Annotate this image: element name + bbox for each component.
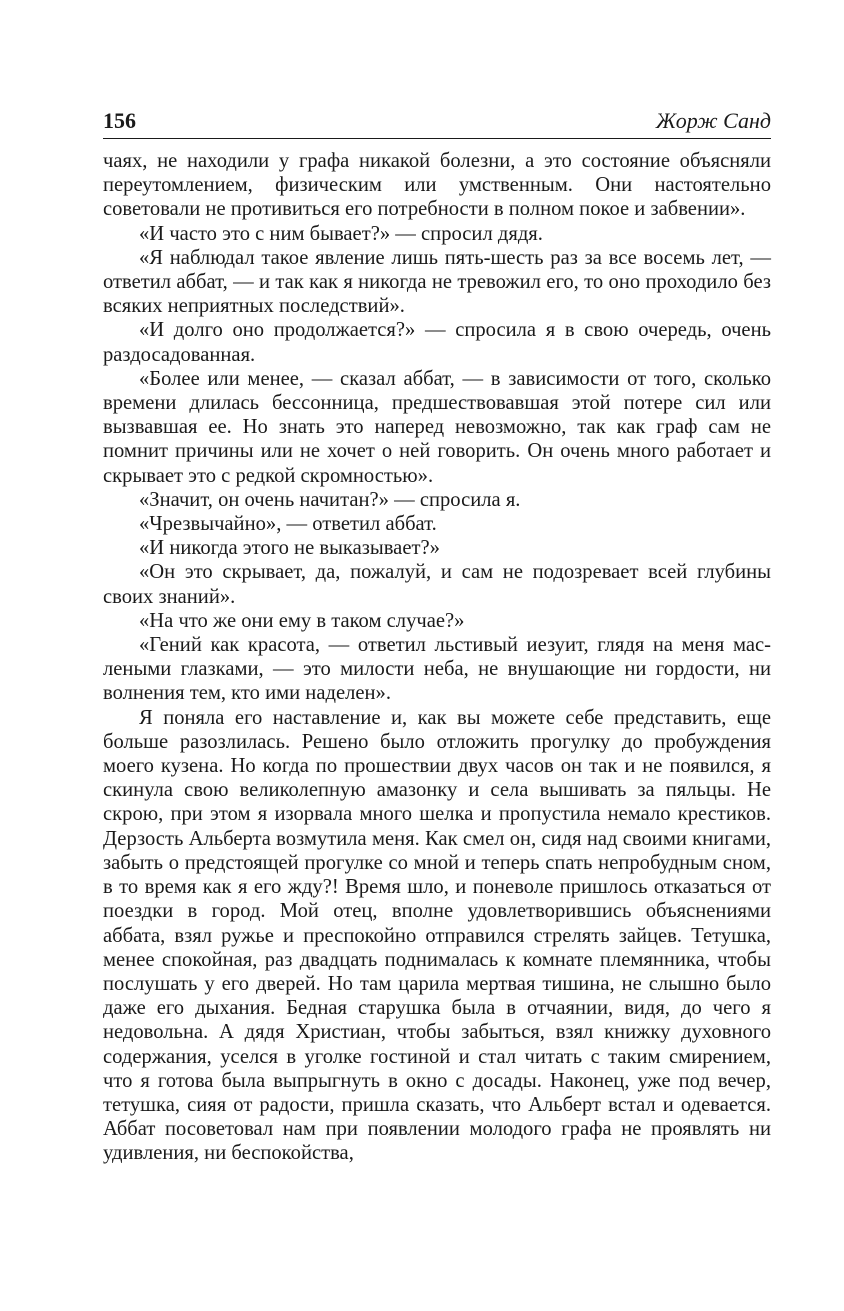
paragraph: Я поняла его наставление и, как вы можете себе представить, еще больше разозлилась. Решено было отложить прогулку до пробуждения моего кузена. Но когда по прошествии двух часов он так и не появился, я скинула свою великолепную амазонку и села вышивать за пяльцы. Не скрою, при этом я изорвала много шелка и пропустила немало крестиков. Дерзость Альберта возмутила меня. Как смел он, сидя над своими книгами, забыть о предстоящей прогулке со мной и теперь спать непробудным сном, в то время как я его жду?! Время шло, и поневоле пришлось отказаться от поездки в город. Мой отец, вполне удовлетворившись объяснениями аббата, взял ружье и преспокойно отправился стрелять зайцев. Тетушка, менее спокойная, раз двадцать поднималась к комнате племянника, чтобы послушать у его дверей. Но там царила мертвая тишина, не слышно было даже его дыхания. Бедная старушка была в отчаянии, видя, до чего я недовольна. А дядя Христиан, чтобы забыться, взял книжку духовного содержания, уселся в уголке гостиной и стал читать с таким смирением, что я готова была выпрыгнуть в окно с досады. Наконец, уже под вечер, тетушка, сияя от радости, пришла сказать, что Альберт встал и одевается. Аббат посоветовал нам при появлении молодого графа не проявлять ни удивления, ни беспокойства, (103, 706, 771, 1165)
paragraph: «На что же они ему в таком случае?» (139, 609, 465, 632)
paragraph: «И долго оно продолжается?» — спросила я в свою очередь, очень раздосадованная. (103, 319, 771, 366)
running-title: Жорж Санд (655, 108, 771, 133)
body-text (103, 149, 771, 1166)
paragraph: «Более или менее, — сказал аббат, — в зависимости от того, сколько времени длилась бессонница, предшествовавшая этой потере сил или вызвавшая ее. Но знать это наперед невозможно, так как граф сам не помнит причины или не хочет о ней говорить. Он очень много работает и скрывает это с редкой скромностью». (103, 367, 771, 487)
paragraph: «Значит, он очень начитан?» — спросила я. (139, 488, 521, 511)
page-number: 156 (103, 108, 136, 133)
page-header (103, 108, 771, 139)
paragraph: «Я наблюдал такое явление лишь пять-шесть раз за все восемь лет, — ответил аббат, — и так как я никогда не тревожил его, то оно проходило без всяких неприятных последствий». (103, 246, 771, 318)
paragraph: «И часто это с ним бывает?» — спросил дядя. (139, 222, 543, 245)
paragraph: «Гений как красота, — ответил льстивый иезуит, глядя на меня маслеными глазками, — это милости неба, не внушающие ни гордости, ни волнения тем, кто ими наделен». (103, 634, 771, 705)
paragraph: «Чрезвычайно», — ответил аббат. (139, 513, 437, 536)
paragraph: чаях, не находили у графа никакой болезни, а это состояние объясняли переутомлением, физическим или умственным. Они настоятельно советовали не противиться его потребности в полном покое и забвении». (103, 150, 771, 221)
paragraph: «И никогда этого не выказывает?» (139, 537, 440, 560)
book-page (103, 108, 771, 1166)
paragraph: «Он это скрывает, да, пожалуй, и сам не подозревает всей глубины своих знаний». (103, 561, 771, 608)
